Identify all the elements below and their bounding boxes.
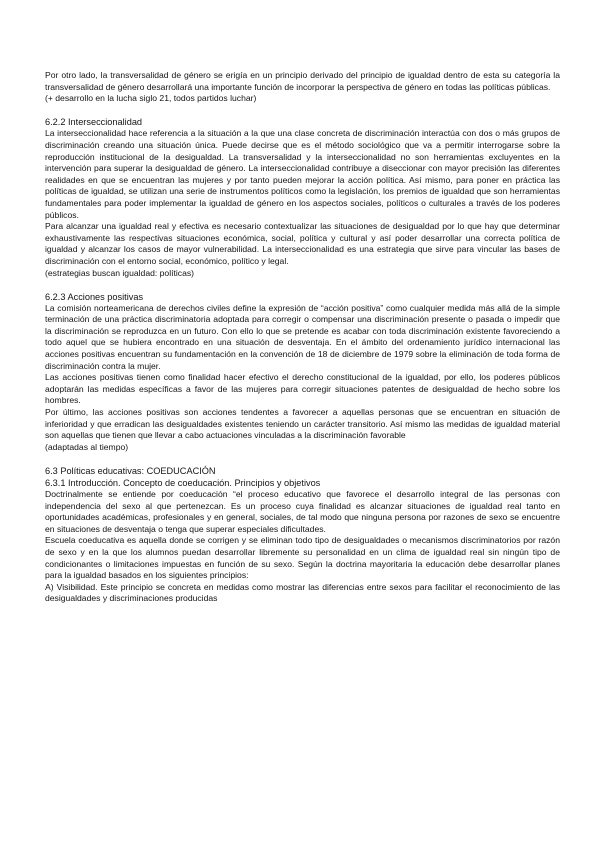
acciones-paragraph-1: La comisión norteamericana de derechos civiles define la expresión de “acción positiva” como cualquier medida más allá de la simple terminación de una práctica discriminatoria adoptada para corregir o compensar una discriminación presente o pasada o impedir que la discriminación se reproduzca en un futuro. Con ello lo que se pretende es acabar con toda discriminación existente favoreciendo a todo aquel que se hubiera encontrado en una situación de desventaja. En el ámbito del ordenamiento jurídico internacional las acciones positivas encuentran su fundamentación en la convención de 18 de diciembre de 1979 sobre la eliminación de toda forma de discriminación contra la mujer. <box>45 302 560 371</box>
section-heading-interseccionalidad: 6.2.2 Interseccionalidad <box>45 117 143 128</box>
interseccionalidad-paragraph-2: Para alcanzar una igualdad real y efectiva es necesario contextualizar las situaciones de desigualdad por lo que hay que determinar exhaustivamente las respectivas situaciones económica, social, política y cultural y así poder desarrollar una correcta política de igualdad y alcanzar los casos de mayor vulnerabilidad. La interseccionalidad es una estrategia que sirve para vincular las bases de discriminación con el entorno social, económico, político y legal. <box>45 221 560 266</box>
coeducacion-paragraph-3: A) Visibilidad. Este principio se concreta en medidas como mostrar las diferencias entre sexos para facilitar el reconocimiento de las desigualdades y discriminaciones producidas <box>45 581 560 604</box>
acciones-paragraph-3: Por último, las acciones positivas son acciones tendentes a favorecer a aquellas personas que se encuentran en situación de inferioridad y que erradican las desigualdades existentes teniendo un carácter transitorio. Así mismo las medidas de igualdad material son aquellas que tienen que llevar a cabo actuaciones vinculadas a la discriminación favorable <box>45 407 560 441</box>
intro-paragraph: Por otro lado, la transversalidad de género se erigía en un principio derivado del principio de igualdad dentro de esta su categoría la transversalidad de género desarrollará una importante función de incorporar la perspectiva de género en todas las políticas públicas. <box>45 70 560 92</box>
subsection-heading-introduccion: 6.3.1 Introducción. Concepto de coeducación. Principios y objetivos <box>45 478 321 488</box>
interseccionalidad-paragraph-1: La interseccionalidad hace referencia a la situación a la que una clase concreta de discriminación interactúa con dos o más grupos de discriminación creando una situación única. Puede decirse que es el método sociológico que va a permitir interrogarse sobre la reproducción institucional de la desigualdad. La transversalidad y la interseccionalidad no son herramientas excluyentes en la intervención para superar la desigualdad de género. La interseccionalidad contribuye a diseccionar con mayor precisión las diferentes realidades en que se encuentran las mujeres y por tanto pueden mejorar la acción política. Así mismo, para poner en práctica las políticas de igualdad, se utilizan una serie de instrumentos políticos como la legislación, los premios de igualdad que son herramientas fundamentales para poder implementar la igualdad de género en los aspectos sociales, políticos o culturales a través de los poderes públicos. <box>45 128 560 220</box>
section-heading-acciones: 6.2.3 Acciones positivas <box>45 291 144 302</box>
coeducacion-paragraph-2: Escuela coeducativa es aquella donde se corrigen y se eliminan todo tipo de desigualdades o mecanismos discriminatorios por razón de sexo y en la que los alumnos puedan desarrollar libremente su personalidad en un clima de igualdad real sin ningún tipo de condicionantes o limitaciones impuestas en función de su sexo. Según la doctrina mayoritaria la educación debe desarrollar planes para la igualdad basados en los siguientes principios: <box>45 535 560 581</box>
interseccionalidad-note: (estrategias buscan igualdad: políticas) <box>45 267 195 278</box>
document-page <box>45 70 560 605</box>
coeducacion-paragraph-1: Doctrinalmente se entiende por coeducación “el proceso educativo que favorece el desarrollo integral de las personas con independencia del sexo al que pertenezcan. Es un proceso cuya finalidad es alcanzar situaciones de igualdad real tanto en oportunidades académicas, profesionales y en general, sociales, de tal modo que ninguna persona por razones de sexo se encuentre en situaciones de desventaja o tenga que superar especiales dificultades. <box>45 489 560 534</box>
section-heading-coeducacion: 6.3 Políticas educativas: COEDUCACIÓN <box>45 466 216 476</box>
intro-note: (+ desarrollo en la lucha siglo 21, todos partidos luchar) <box>45 93 257 104</box>
acciones-paragraph-2: Las acciones positivas tienen como finalidad hacer efectivo el derecho constitucional de la igualdad, por ello, los poderes públicos adoptarán las medidas específicas a favor de las mujeres para corregir situaciones patentes de desigualdad de hecho sobre los hombres. <box>45 372 560 406</box>
acciones-note: (adaptadas al tiempo) <box>45 441 129 452</box>
